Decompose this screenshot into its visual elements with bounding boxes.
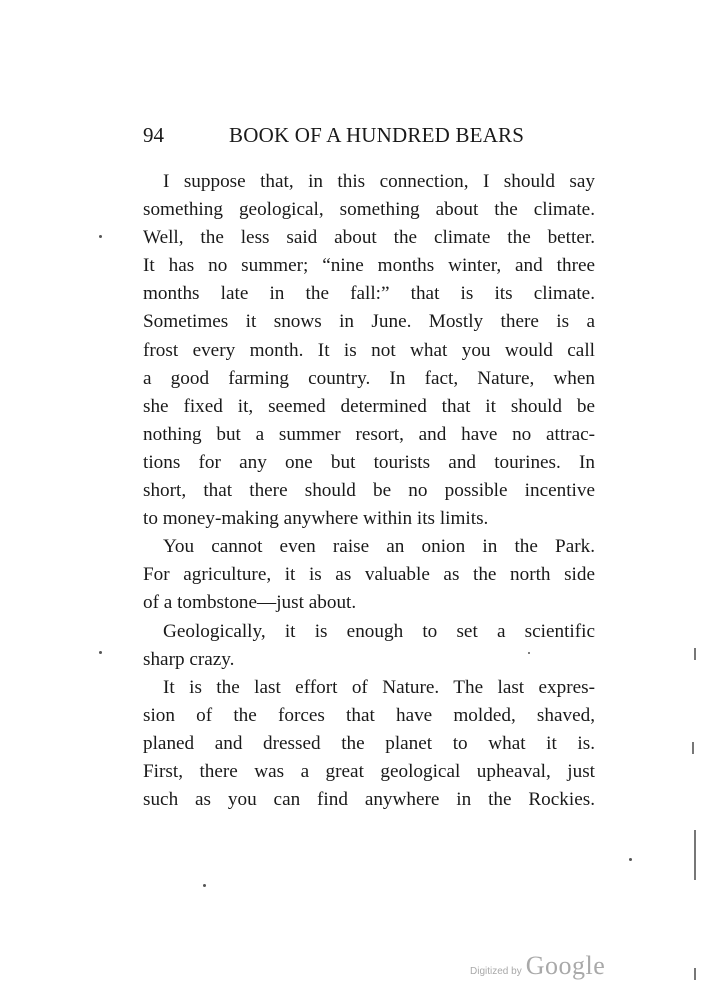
text-line: First, there was a great geological upheaval, just	[143, 760, 595, 782]
running-header	[143, 120, 593, 150]
text-line: Well, the less said about the climate the better.	[143, 227, 595, 249]
text-line: nothing but a summer resort, and have no attrac-	[143, 423, 595, 445]
text-line: sharp crazy.	[143, 648, 235, 670]
text-line: she fixed it, seemed determined that it should be	[143, 395, 595, 417]
text-line: short, that there should be no possible incentive	[143, 480, 595, 502]
running-title: BOOK OF A HUNDRED BEARS	[229, 123, 525, 147]
text-line: I suppose that, in this connection, I should say	[163, 171, 595, 192]
watermark-prefix: Digitized by	[470, 966, 522, 977]
scan-edge-mark	[694, 648, 696, 660]
text-line: It has no summer; “nine months winter, and three	[143, 255, 595, 277]
body-text	[143, 168, 595, 814]
text-line: You cannot even raise an onion in the Park.	[163, 536, 595, 558]
scan-speck	[99, 235, 102, 238]
page-number: 94	[143, 123, 164, 147]
text-line: months late in the fall:” that is its climate.	[143, 283, 595, 305]
text-line: a good farming country. In fact, Nature, when	[143, 367, 595, 389]
text-line: of a tombstone—just about.	[143, 592, 357, 614]
text-line: It is the last effort of Nature. The last expres-	[163, 676, 595, 698]
text-line: sion of the forces that have molded, shaved,	[143, 704, 595, 726]
google-logo: Google	[525, 951, 606, 980]
text-line: tions for any one but tourists and tourines. In	[143, 451, 595, 473]
scan-speck	[203, 884, 206, 887]
text-line: something geological, something about the climate.	[143, 199, 595, 221]
scan-edge-mark	[694, 830, 696, 880]
text-line: frost every month. It is not what you would call	[143, 339, 595, 361]
scan-speck	[629, 858, 632, 861]
scan-edge-mark	[692, 742, 694, 754]
text-line: planed and dressed the planet to what it is.	[143, 732, 595, 754]
text-line: For agriculture, it is as valuable as the north side	[143, 564, 595, 586]
scan-edge-mark	[694, 968, 696, 980]
digitized-watermark	[470, 951, 670, 981]
text-line: Sometimes it snows in June. Mostly there is a	[143, 311, 595, 333]
text-line: such as you can find anywhere in the Rockies.	[143, 789, 595, 811]
scan-speck	[99, 651, 102, 654]
scan-speck	[528, 652, 530, 654]
text-line: to money-making anywhere within its limits.	[143, 508, 489, 530]
text-line: Geologically, it is enough to set a scientific	[163, 620, 595, 642]
